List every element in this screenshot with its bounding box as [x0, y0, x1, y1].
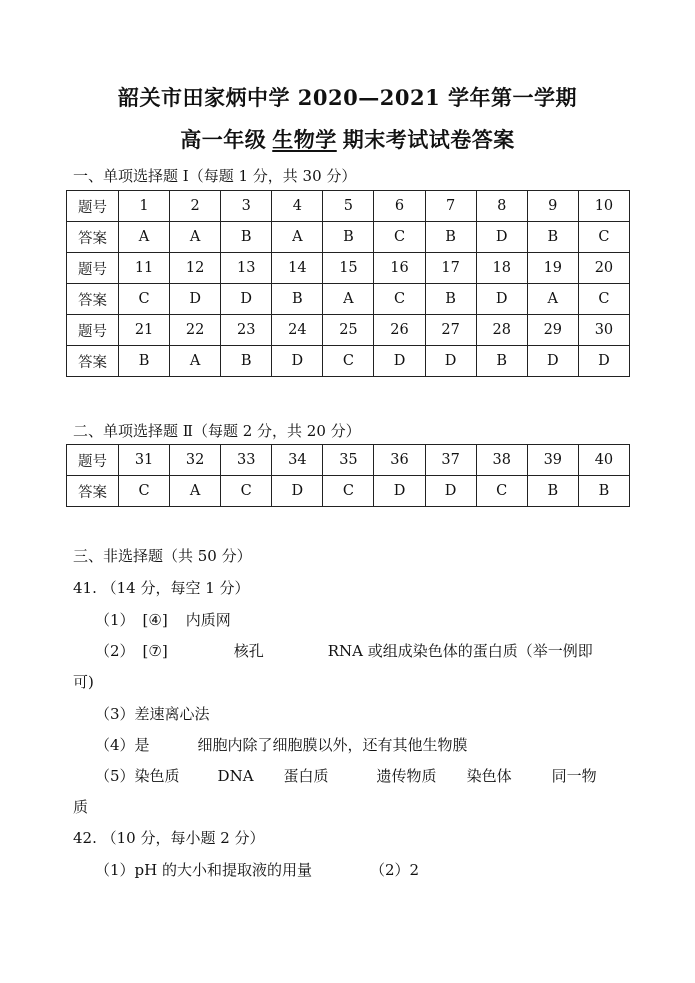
section1-heading: 一、单项选择题 Ⅰ（每题 1 分，共 30 分） [73, 167, 357, 185]
table-cell: C [476, 476, 527, 507]
table-cell: B [272, 284, 323, 315]
answer-42-1: （1）pH 的大小和提取液的用量 [95, 861, 312, 879]
table-row [67, 222, 630, 253]
table-cell: D [374, 346, 425, 377]
table-cell: 34 [272, 445, 323, 476]
answer-number: （1） [95, 611, 135, 629]
row-label: 答案 [67, 476, 119, 507]
table-cell: B [425, 284, 476, 315]
table-cell: B [527, 222, 578, 253]
table-cell: 36 [374, 445, 425, 476]
answer-number: （5）染色质 [95, 767, 180, 785]
table-cell: 40 [578, 445, 629, 476]
table-cell: 16 [374, 253, 425, 284]
table-row [67, 346, 630, 377]
table-cell: 9 [527, 191, 578, 222]
table-cell: B [323, 222, 374, 253]
answer-number: （4）是 [95, 736, 150, 754]
table-cell: 18 [476, 253, 527, 284]
table-cell: D [425, 476, 476, 507]
answer-part: RNA 或组成染色体的蛋白质（举一例即 [327, 642, 593, 660]
grade-label: 高一年级 [180, 127, 267, 152]
answer-41-2 [95, 640, 593, 661]
table-cell: A [272, 222, 323, 253]
section1-rows [67, 191, 630, 377]
answer-number: （2） [95, 642, 135, 660]
table-cell: C [578, 284, 629, 315]
exam-subtitle [0, 124, 695, 154]
table-cell: C [374, 284, 425, 315]
table-cell: C [119, 476, 170, 507]
row-label: 题号 [67, 315, 119, 346]
table-cell: 21 [119, 315, 170, 346]
table-cell: B [221, 222, 272, 253]
table-cell: 31 [119, 445, 170, 476]
table-cell: 2 [170, 191, 221, 222]
table-cell: 4 [272, 191, 323, 222]
table-row [67, 284, 630, 315]
table-cell: A [119, 222, 170, 253]
table-cell: 3 [221, 191, 272, 222]
answer-part: 蛋白质 [283, 767, 329, 785]
table-row [67, 253, 630, 284]
table-cell: 6 [374, 191, 425, 222]
answer-41-5 [95, 765, 597, 786]
table-cell: C [323, 476, 374, 507]
table-cell: 25 [323, 315, 374, 346]
answer-41-5-continued: 质 [73, 798, 89, 816]
row-label: 题号 [67, 253, 119, 284]
answer-part: 细胞内除了细胞膜以外，还有其他生物膜 [197, 736, 468, 754]
table-cell: 10 [578, 191, 629, 222]
table-cell: 38 [476, 445, 527, 476]
table-cell: B [578, 476, 629, 507]
question-41-heading: 41. （14 分，每空 1 分） [73, 579, 250, 597]
section1-answer-table [66, 190, 630, 377]
table-cell: 27 [425, 315, 476, 346]
table-cell: D [170, 284, 221, 315]
answer-part: 遗传物质 [376, 767, 437, 785]
table-cell: D [527, 346, 578, 377]
row-label: 题号 [67, 445, 119, 476]
table-row [67, 191, 630, 222]
table-cell: 13 [221, 253, 272, 284]
table-cell: 11 [119, 253, 170, 284]
table-cell: 35 [323, 445, 374, 476]
table-cell: 15 [323, 253, 374, 284]
exam-title: 韶关市田家炳中学 2020—2021 学年第一学期 [117, 85, 577, 110]
table-cell: 33 [221, 445, 272, 476]
table-cell: B [425, 222, 476, 253]
table-cell: 1 [119, 191, 170, 222]
answer-part: 内质网 [185, 611, 231, 629]
table-cell: 29 [527, 315, 578, 346]
table-cell: 22 [170, 315, 221, 346]
table-cell: C [374, 222, 425, 253]
table-cell: D [425, 346, 476, 377]
answer-part: [⑦] [142, 642, 168, 660]
answer-42 [95, 859, 419, 880]
table-cell: C [221, 476, 272, 507]
table-cell: B [221, 346, 272, 377]
table-cell: 30 [578, 315, 629, 346]
answer-41-2-continued: 可) [73, 673, 94, 691]
table-cell: D [578, 346, 629, 377]
table-cell: D [374, 476, 425, 507]
answer-part: 核孔 [233, 642, 264, 660]
table-cell: A [170, 346, 221, 377]
table-row [67, 445, 630, 476]
table-cell: C [323, 346, 374, 377]
section2-heading: 二、单项选择题 Ⅱ（每题 2 分，共 20 分） [73, 422, 361, 440]
table-cell: C [119, 284, 170, 315]
answer-part: 染色体 [466, 767, 512, 785]
table-cell: B [527, 476, 578, 507]
table-cell: 39 [527, 445, 578, 476]
table-cell: A [170, 222, 221, 253]
answer-41-4 [95, 734, 468, 755]
section3-heading: 三、非选择题（共 50 分） [73, 547, 252, 565]
answer-42-2: （2）2 [370, 861, 420, 879]
table-cell: 24 [272, 315, 323, 346]
section2-answer-table [66, 444, 630, 507]
table-cell: 8 [476, 191, 527, 222]
table-cell: 12 [170, 253, 221, 284]
table-cell: C [578, 222, 629, 253]
table-cell: 7 [425, 191, 476, 222]
table-cell: 17 [425, 253, 476, 284]
table-cell: D [272, 346, 323, 377]
table-cell: 14 [272, 253, 323, 284]
table-cell: 32 [170, 445, 221, 476]
table-cell: 19 [527, 253, 578, 284]
subject-label: 生物学 [272, 127, 337, 152]
answer-41-1 [95, 609, 231, 630]
row-label: 答案 [67, 284, 119, 315]
question-42-heading: 42. （10 分，每小题 2 分） [73, 829, 265, 847]
table-cell: 23 [221, 315, 272, 346]
table-cell: D [476, 284, 527, 315]
table-cell: 5 [323, 191, 374, 222]
table-cell: D [476, 222, 527, 253]
table-cell: B [119, 346, 170, 377]
row-label: 答案 [67, 346, 119, 377]
table-cell: 37 [425, 445, 476, 476]
row-label: 答案 [67, 222, 119, 253]
answer-part: 同一物 [551, 767, 597, 785]
table-cell: A [170, 476, 221, 507]
table-row [67, 476, 630, 507]
table-cell: B [476, 346, 527, 377]
table-cell: 20 [578, 253, 629, 284]
table-cell: D [221, 284, 272, 315]
answer-part: DNA [217, 767, 254, 785]
table-cell: 26 [374, 315, 425, 346]
section2-rows [67, 445, 630, 507]
table-cell: 28 [476, 315, 527, 346]
table-cell: D [272, 476, 323, 507]
answer-part: [④] [142, 611, 168, 629]
table-cell: A [323, 284, 374, 315]
table-row [67, 315, 630, 346]
table-cell: A [527, 284, 578, 315]
row-label: 题号 [67, 191, 119, 222]
answer-41-3: （3）差速离心法 [95, 705, 210, 723]
exam-type-label: 期末考试试卷答案 [342, 127, 515, 152]
